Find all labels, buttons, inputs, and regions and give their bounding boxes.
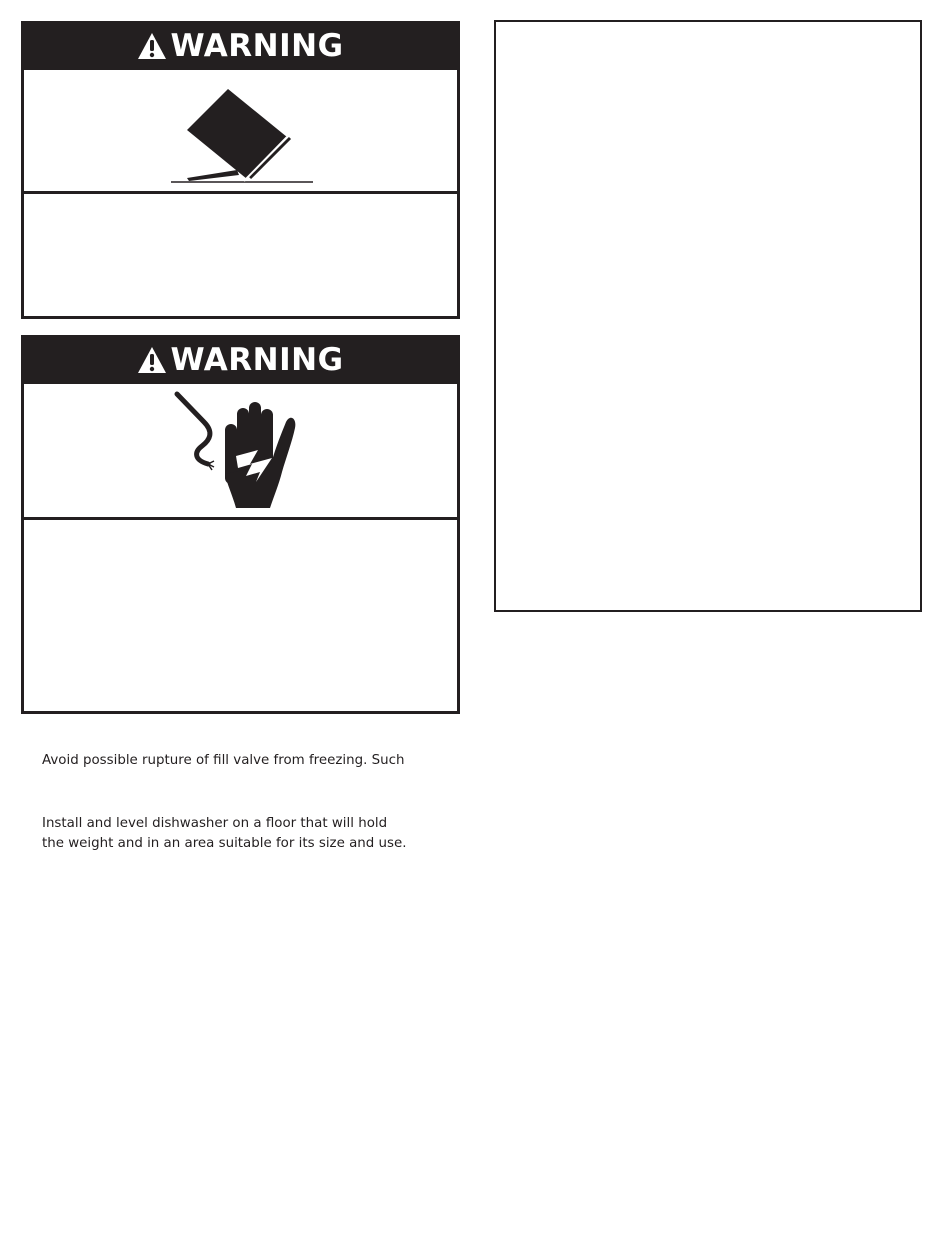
alert-triangle-icon — [137, 346, 167, 374]
electrical-shock-icon — [24, 384, 457, 517]
level-line-1: Install and level dishwasher on a floor that will hold — [42, 816, 388, 831]
warning-header — [24, 24, 457, 70]
level-install-paragraph — [42, 814, 442, 854]
warning-body — [24, 520, 457, 712]
warning-title: WARNING — [170, 341, 344, 378]
warning-icon-area — [24, 384, 457, 520]
alert-triangle-icon — [137, 32, 167, 60]
tip-over-icon — [24, 70, 457, 191]
warning-body — [24, 194, 457, 318]
warning-box-tip-over — [21, 21, 460, 319]
right-info-box — [494, 20, 922, 612]
warning-box-electrical-shock — [21, 335, 460, 714]
level-line-2: the weight and in an area suitable for its size and use. — [42, 836, 407, 851]
freeze-paragraph: Avoid possible rupture of fill valve from freezing. Such — [42, 753, 405, 768]
warning-icon-area — [24, 70, 457, 194]
warning-title: WARNING — [170, 27, 344, 64]
warning-header — [24, 338, 457, 384]
